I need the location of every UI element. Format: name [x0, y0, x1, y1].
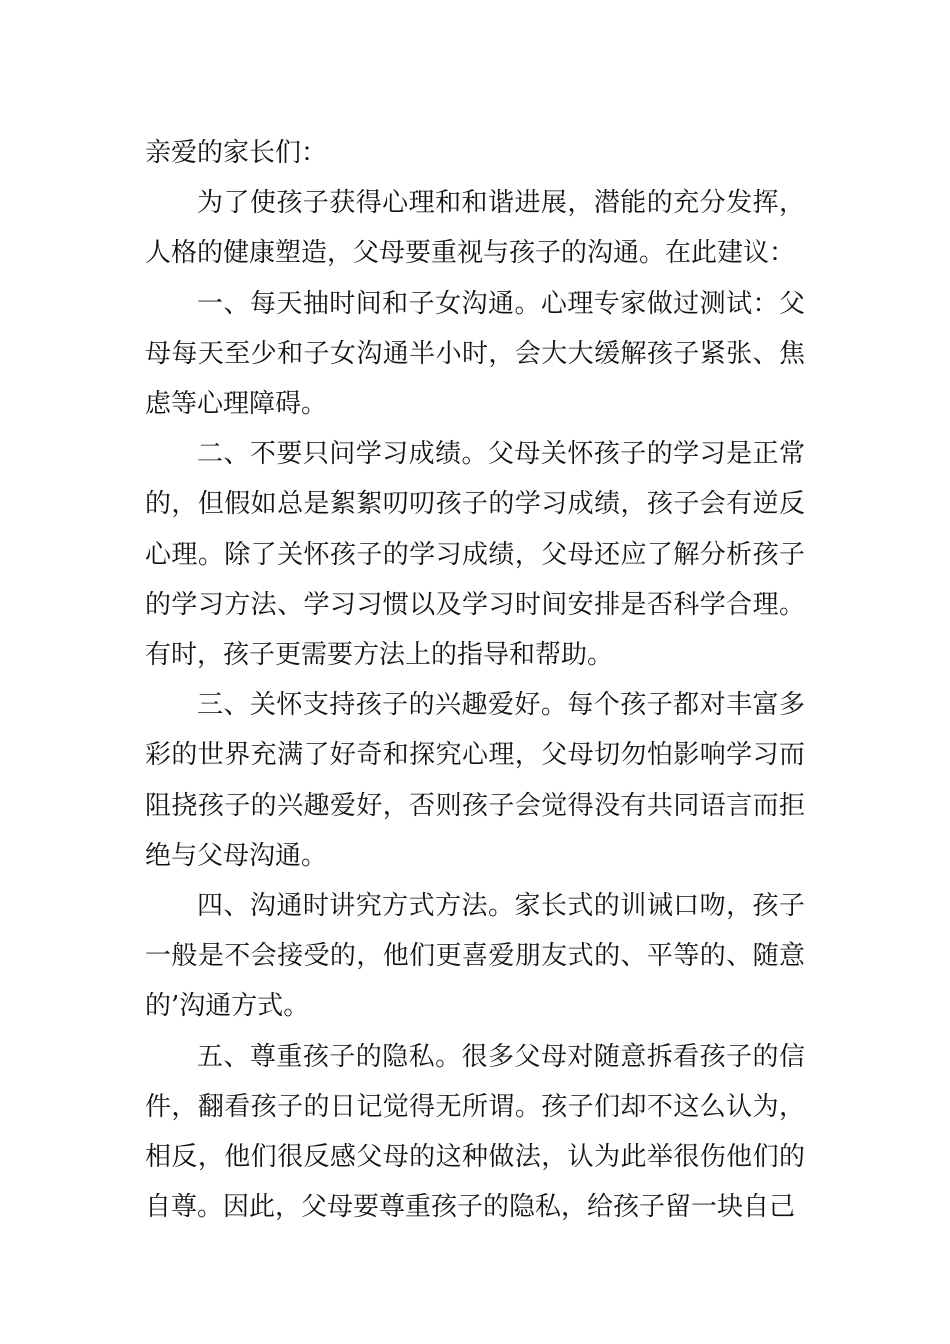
paragraph-suggestion-4: 四、沟通时讲究方式方法。家长式的训诫口吻，孩子一般是不会接受的，他们更喜爱朋友式的、平等的、随意的’沟通方式。	[145, 891, 805, 1022]
document-body	[145, 128, 805, 1232]
paragraph-suggestion-1: 一、每天抽时间和子女沟通。心理专家做过测试：父母每天至少和子女沟通半小时，会大大缓解孩子紧张、焦虑等心理障碍。	[145, 288, 805, 420]
paragraph-suggestion-3: 三、关怀支持孩子的兴趣爱好。每个孩子都对丰富多彩的世界充满了好奇和探究心理，父母切勿怕影响学习而阻挠孩子的兴趣爱好，否则孩子会觉得没有共同语言而拒绝与父母沟通。	[145, 690, 805, 871]
paragraph-suggestion-2: 二、不要只问学习成绩。父母关怀孩子的学习是正常的，但假如总是絮絮叨叨孩子的学习成绩，孩子会有逆反心理。除了关怀孩子的学习成绩，父母还应了解分析孩子的学习方法、学习习惯以及学习时间安排是否科学合理。有时，孩子更需要方法上的指导和帮助。	[145, 439, 805, 671]
paragraph-intro: 为了使孩子获得心理和和谐进展，潜能的充分发挥，人格的健康塑造，父母要重视与孩子的沟通。在此建议：	[145, 188, 805, 269]
salutation: 亲爱的家长们：	[145, 138, 328, 168]
paragraph-suggestion-5: 五、尊重孩子的隐私。很多父母对随意拆看孩子的信件，翻看孩子的日记觉得无所谓。孩子们却不这么认为，相反，他们很反感父母的这种做法，认为此举很伤他们的自尊。因此，父母要尊重孩子的隐私，给孩子留一块自己	[145, 1041, 805, 1223]
